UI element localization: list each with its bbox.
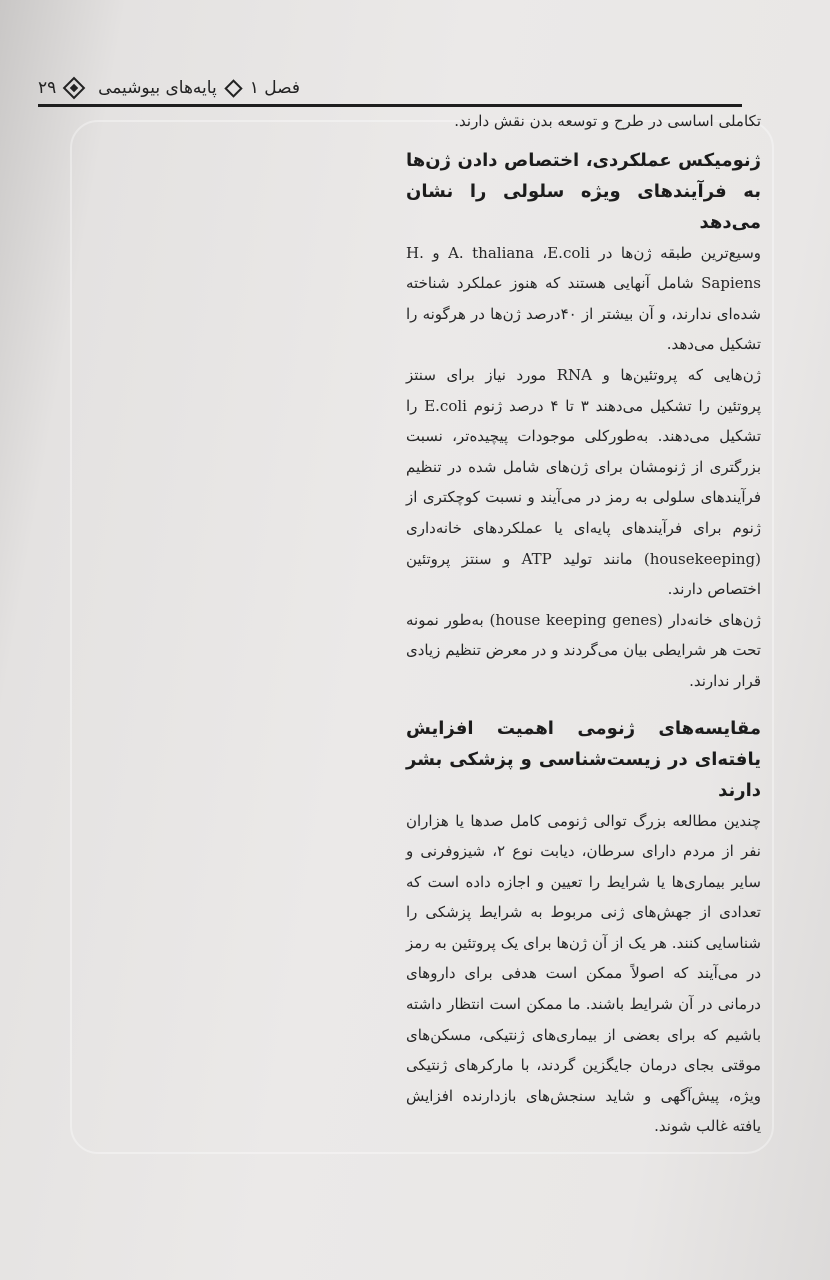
running-header bbox=[38, 72, 740, 108]
book-title: پایه‌های بیوشیمی bbox=[98, 78, 217, 98]
header-chapter-title bbox=[98, 78, 300, 98]
section-heading-genome-comparisons: مقایسه‌های ژنومی اهمیت افزایش یافته‌ای در زیست‌شناسی و پزشکی بشر دارند bbox=[406, 717, 761, 801]
diamond-outline-icon bbox=[224, 79, 242, 97]
paragraph: ژن‌های خانه‌دار (house keeping genes) به‌طور نمونه تحت هر شرایطی بیان می‌گردند و در معرض تنظیم زیادی قرار ندارند. bbox=[406, 610, 761, 690]
diamond-filled-icon bbox=[63, 77, 86, 100]
chapter-label: فصل ۱ bbox=[249, 78, 300, 98]
paragraph: چندین مطالعه بزرگ توالی ژنومی کامل صدها یا هزاران نفر از مردم دارای سرطان، دیابت نوع ۲، شیزوفرنی و سایر بیماری‌ها یا شرایط را تعیین و اجازه داده است که تعدادی از جهش‌های ژنی مربوط به شرایط پزشکی را شناسایی کنند. هر یک از آن ژن‌ها برای یک پروتئین به رمز در می‌آیند که اصولاً ممکن است هدفی برای داروهای درمانی در آن شرایط باشند. ما ممکن است انتظار داشته باشیم که برای بعضی از بیماری‌های ژنتیکی، مسکن‌های موقتی بجای درمان جایگزین گردند، با مارکرهای ژنتیکی ویژه، پیش‌آگهی و شاید سنجش‌های بازدارنده افزایش یافته غالب شوند. bbox=[406, 811, 761, 1136]
paragraph: ژن‌هایی که پروتئین‌ها و RNA مورد نیاز برای سنتز پروتئین را تشکیل می‌دهند ۳ تا ۴ درصد ژنوم E.coli را تشکیل می‌دهند. به‌طورکلی موجودات پیچیده‌تر، نسبت بزرگتری از ژنومشان برای ژن‌های شامل شده در تنظیم فرآیندهای سلولی به رمز در می‌آیند و نسبت کوچکتری از ژنوم برای فرآیندهای پایه‌ای یا عملکردهای خانه‌داری (housekeeping) مانند تولید ATP و سنتز پروتئین اختصاص دارند. bbox=[406, 365, 762, 599]
header-page-number bbox=[38, 78, 82, 98]
section-heading-functional-genomics: ژنومیکس عملکردی، اختصاص دادن ژن‌ها به فرآیندهای ویژه سلولی را نشان می‌دهد bbox=[406, 149, 761, 233]
text-column bbox=[406, 104, 761, 1142]
paragraph: وسیع‌ترین طبقه ژن‌ها در A. thaliana ،E.coli و H. Sapiens شامل آنهایی هستند که هنوز عملکرد شناخته شده‌ای ندارند، و آن بیشتر از ۴۰درصد ژن‌ها در هرگونه را تشکیل می‌دهد. bbox=[406, 243, 762, 354]
page-number: ۲۹ bbox=[38, 78, 57, 98]
paragraph-intro-tail: تکاملی اساسی در طرح و توسعه بدن نقش دارند. bbox=[454, 112, 761, 130]
